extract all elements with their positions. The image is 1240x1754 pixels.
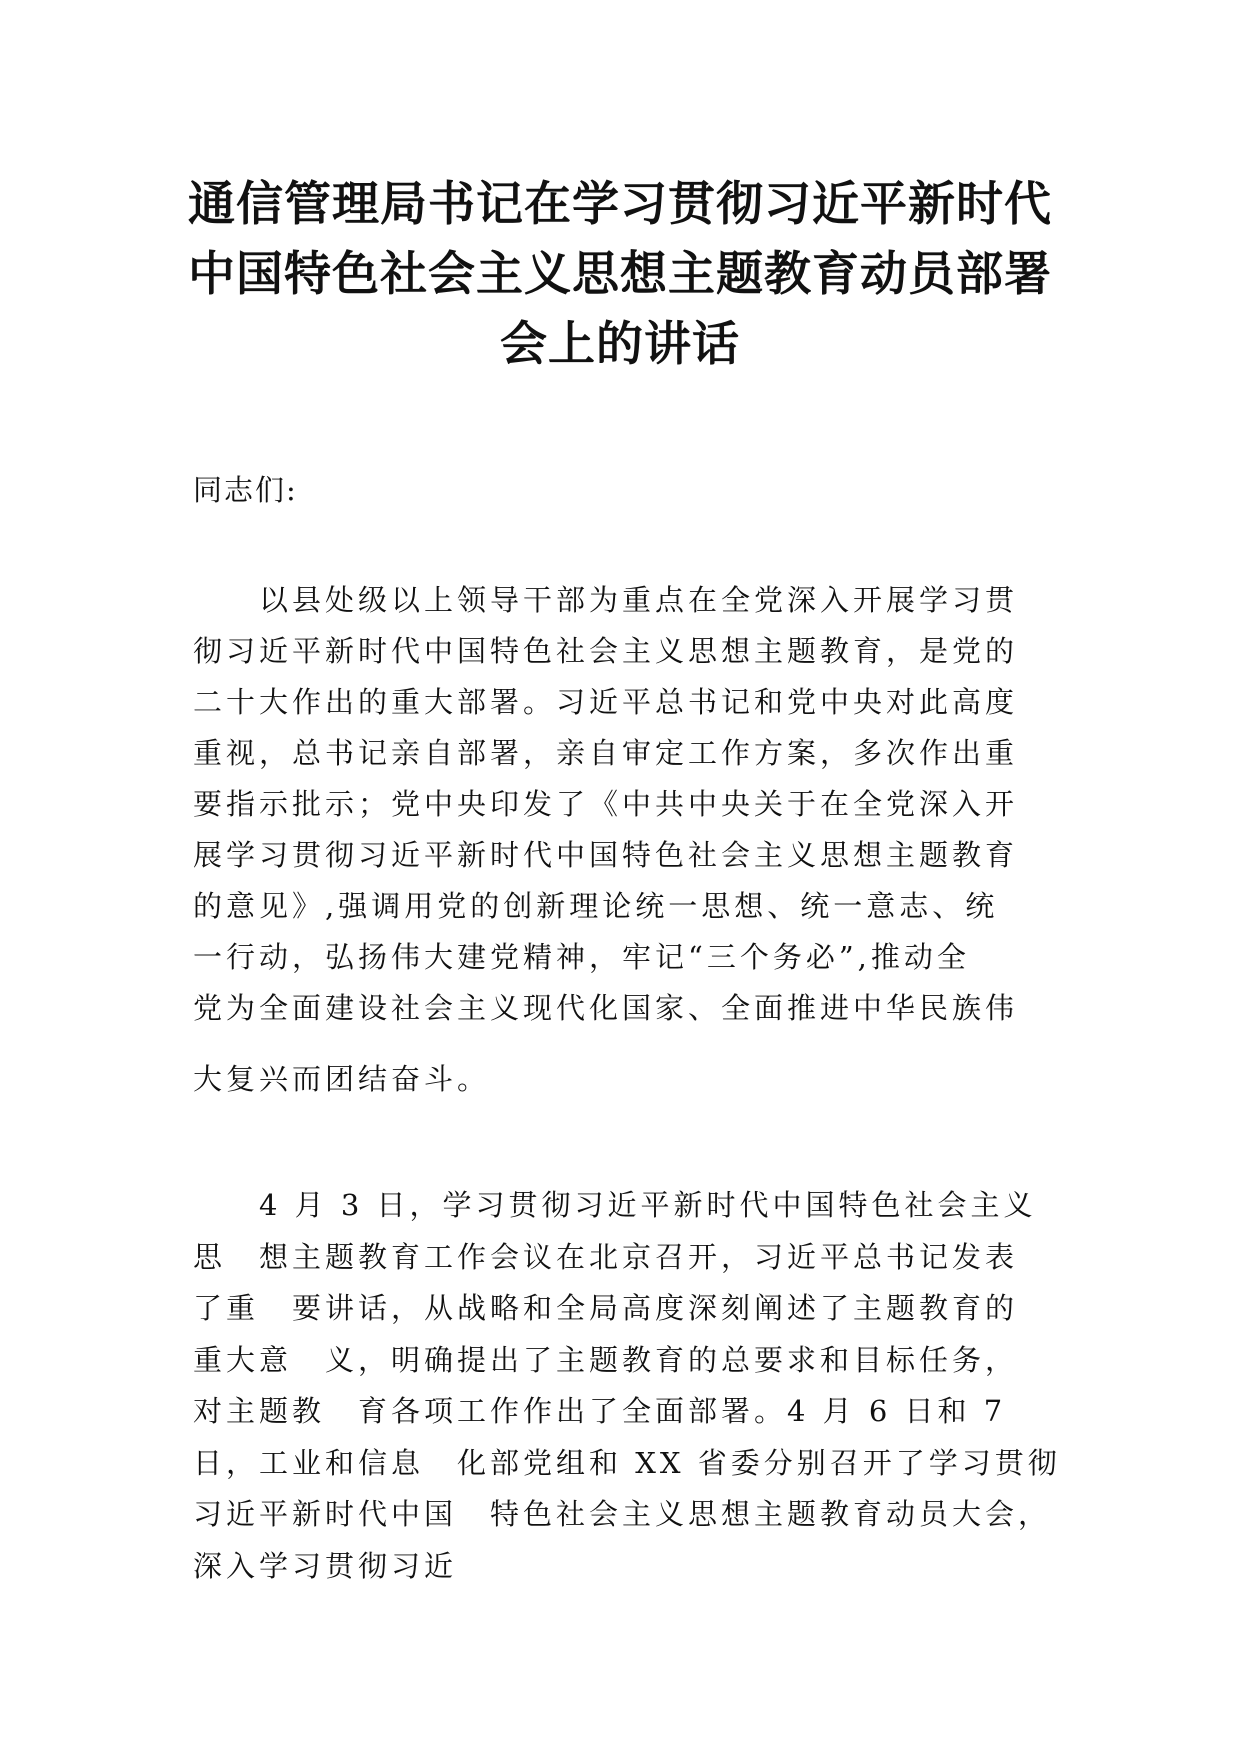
- paragraph-line: 党为全面建设社会主义现代化国家、全面推进中华民族伟: [193, 991, 1019, 1025]
- paragraph-line: 重视，总书记亲自部署，亲自审定工作方案，多次作出重: [193, 736, 1019, 770]
- paragraph-line: 展学习贯彻习近平新时代中国特色社会主义思想主题教育: [193, 838, 1019, 872]
- paragraph-line: 日，工业和信息 化部党组和 XX 省委分别召开了学习贯彻: [193, 1445, 1061, 1480]
- paragraph-line: 一行动，弘扬伟大建党精神，牢记“三个务必”,推动全: [193, 940, 970, 974]
- paragraph-line: 重大意 义，明确提出了主题教育的总要求和目标任务，: [193, 1342, 1019, 1377]
- paragraph-line: 大复兴而团结奋斗。: [193, 1062, 491, 1096]
- title-line: 中国特色社会主义思想主题教育动员部署: [188, 247, 1052, 302]
- document-title: [180, 170, 1060, 380]
- paragraph-line: 习近平新时代中国 特色社会主义思想主题教育动员大会，: [193, 1497, 1052, 1531]
- paragraph-line: 要指示批示；党中央印发了《中共中央关于在全党深入开: [193, 787, 1019, 821]
- paragraph-line: 对主题教 育各项工作作出了全面部署。4 月 6 日和 7: [193, 1394, 1007, 1428]
- paragraph-2: [193, 1180, 1061, 1592]
- paragraph-line: 二十大作出的重大部署。习近平总书记和党中央对此高度: [193, 685, 1019, 719]
- title-line: 会上的讲话: [500, 317, 740, 372]
- paragraph-line: 以县处级以上领导干部为重点在全党深入开展学习贯: [193, 583, 1019, 617]
- paragraph-1: [193, 575, 1053, 1104]
- paragraph-line: 4 月 3 日，学习贯彻习近平新时代中国特色社会主义: [193, 1188, 1037, 1222]
- paragraph-line: 彻习近平新时代中国特色社会主义思想主题教育，是党的: [193, 634, 1019, 668]
- paragraph-line: 的意见》,强调用党的创新理论统一思想、统一意志、统: [193, 889, 999, 923]
- paragraph-line: 思 想主题教育工作会议在北京召开，习近平总书记发表: [193, 1239, 1019, 1274]
- salutation: 同志们:: [193, 473, 298, 507]
- paragraph-line: 了重 要讲话，从战略和全局高度深刻阐述了主题教育的: [193, 1291, 1019, 1325]
- title-line: 通信管理局书记在学习贯彻习近平新时代: [188, 177, 1052, 232]
- paragraph-line: 深入学习贯彻习近: [193, 1548, 458, 1583]
